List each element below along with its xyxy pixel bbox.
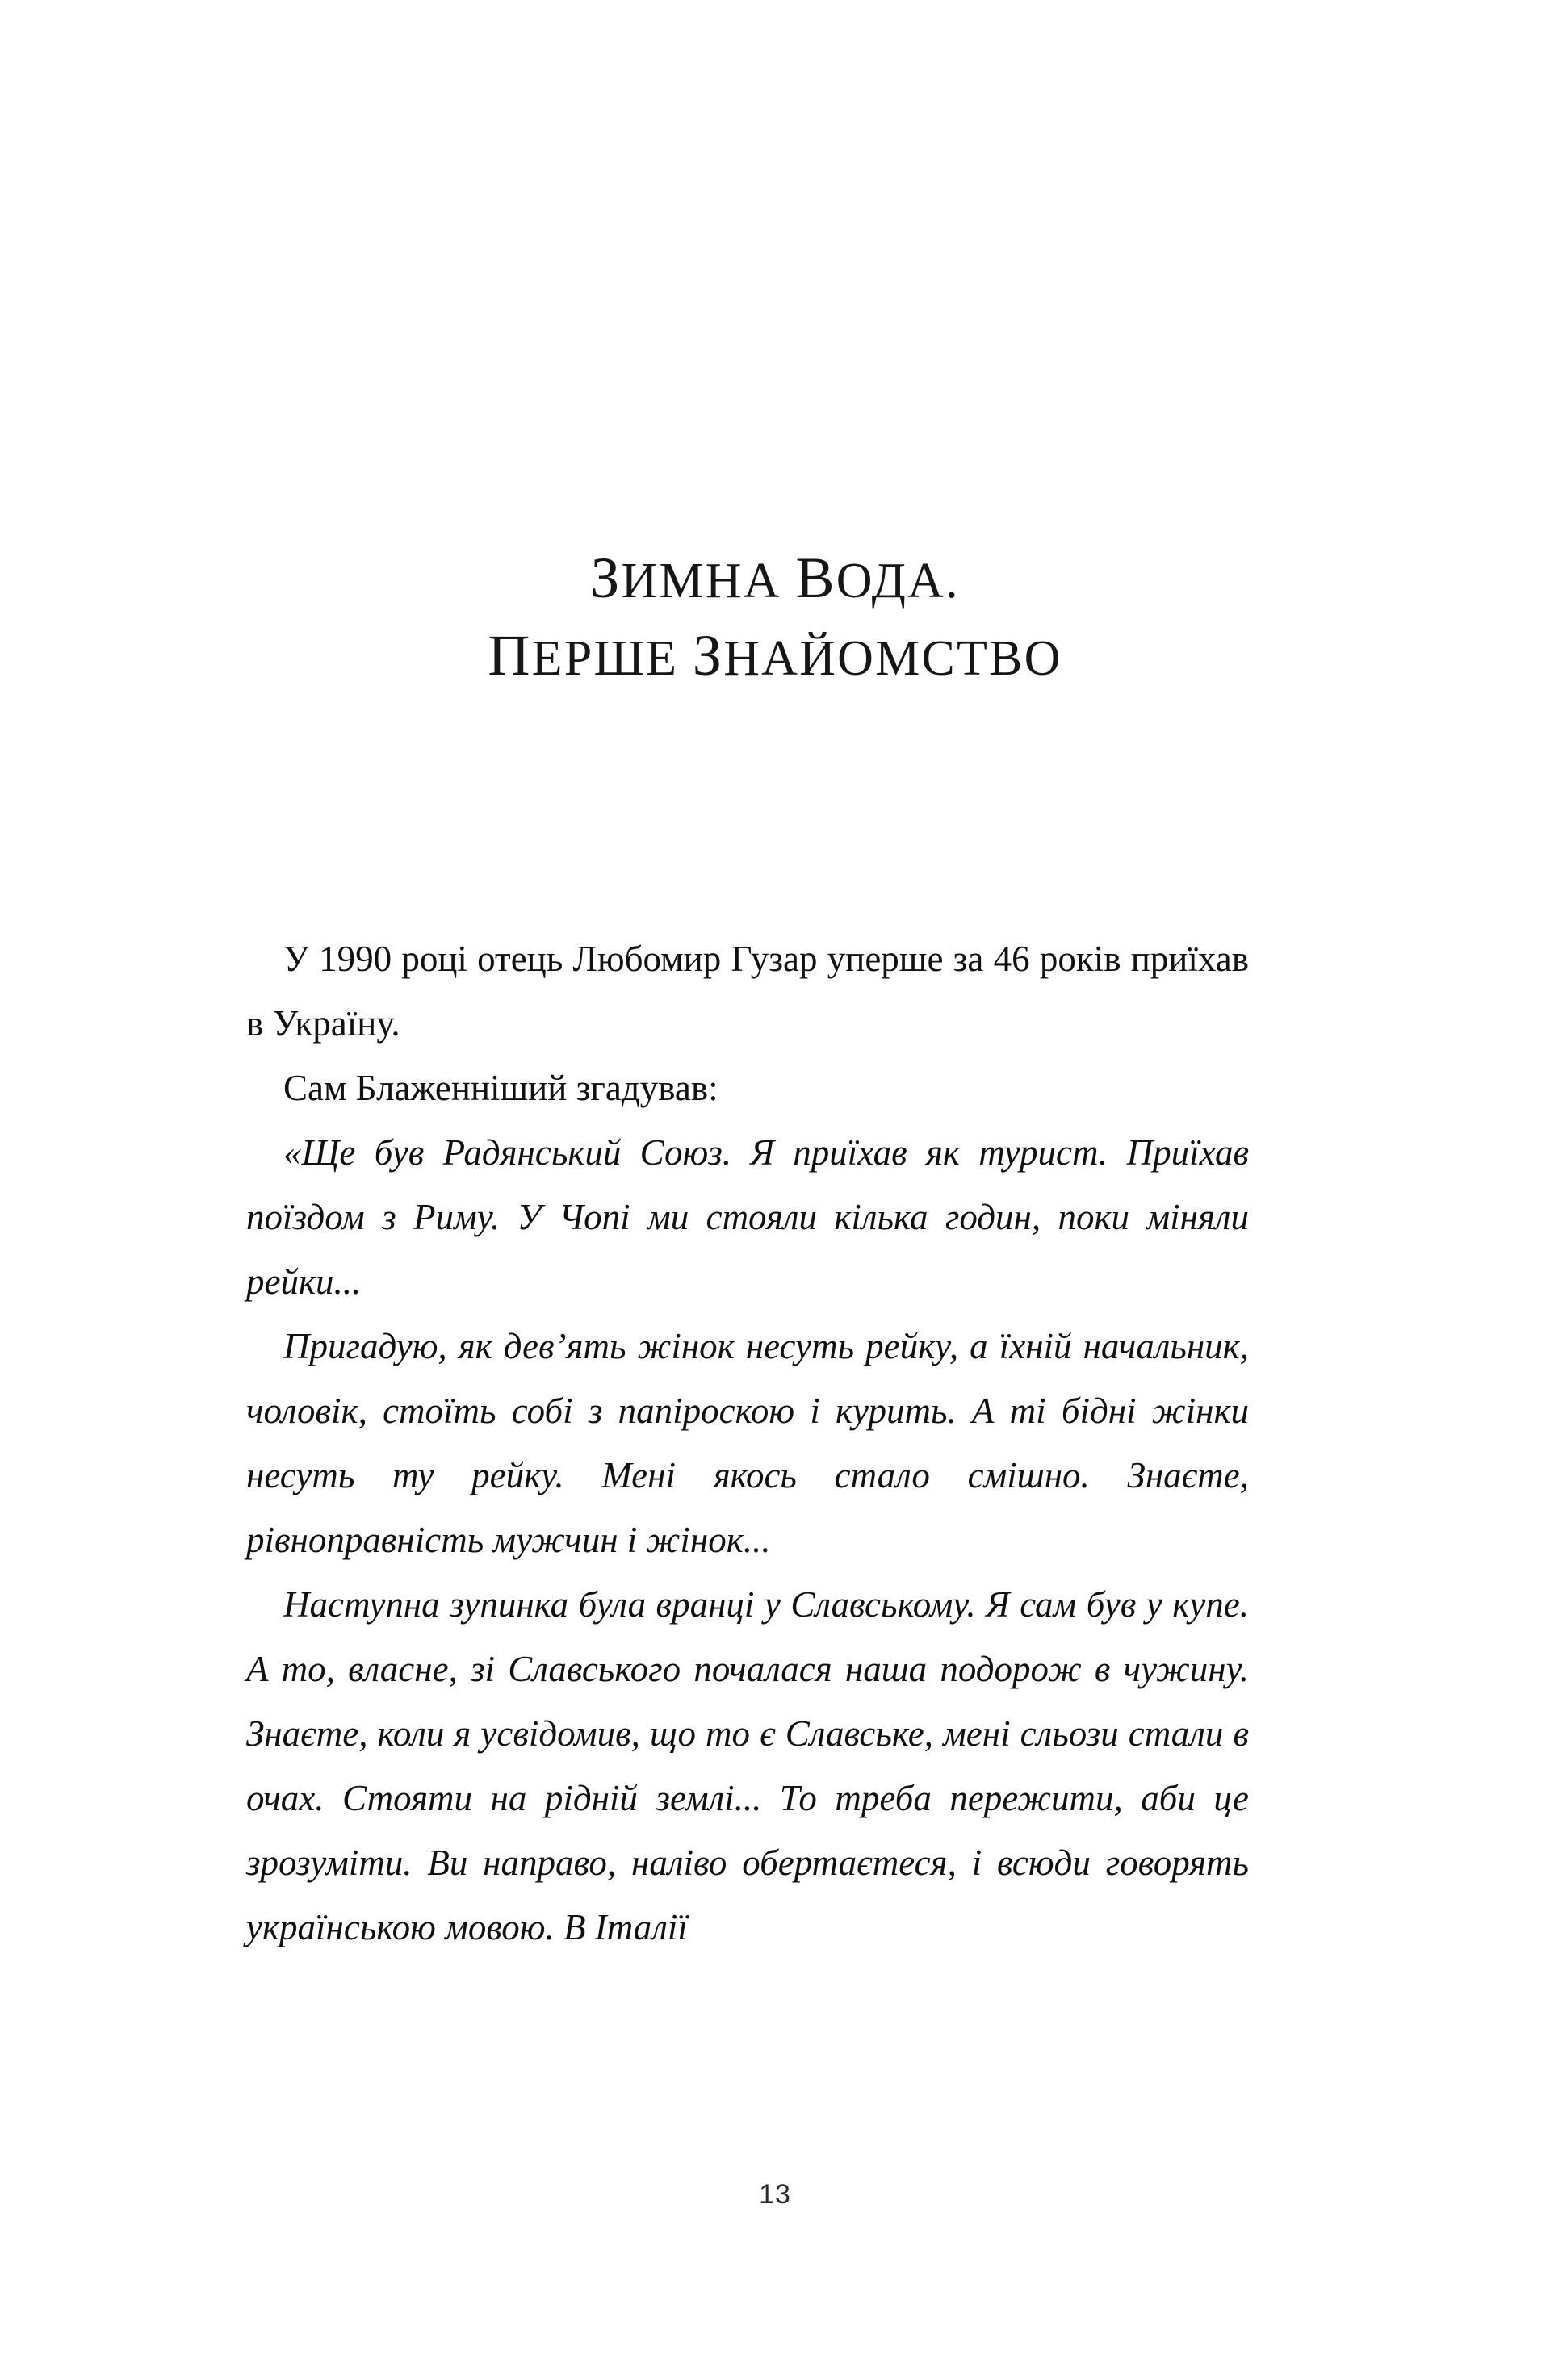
chapter-title-line-2: ПЕРШЕ ЗНАЙОМСТВО [488,622,1062,688]
chapter-title [0,541,1550,696]
paragraph-2: Сам Блаженніший згадував: [283,1068,718,1108]
chapter-title-line-1: ЗИМНА ВОДА. [590,545,960,610]
paragraph-5: Наступна зупинка була вранці у Славському. Я сам був у купе. А то, власне, зі Славського почалася наша подорож в чужину. Знаєте, коли я усвідомив, що то є Славське, мені сльози стали в очах. Стояти на рідній землі... То треба пережити, аби це зрозуміти. Ви направо, наліво обертаєтеся, і всюди говорять українською мовою. В Італії [246,1584,1249,1947]
page-number: 13 [759,2179,791,2210]
paragraph-3: «Ще був Радянський Союз. Я приїхав як турист. Приїхав поїздом з Риму. У Чопі ми стояли кілька годин, поки міняли рейки... [246,1132,1249,1302]
body-text [246,926,1249,1960]
paragraph-1: У 1990 році отець Любомир Гузар уперше за 46 років приїхав в Україну. [246,939,1249,1044]
paragraph-4: Пригадую, як дев’ять жінок несуть рейку, а їхній начальник, чоловік, стоїть собі з папіроскою і курить. А ті бідні жінки несуть ту рейку. Мені якось стало смішно. Знаєте, рівноправність мужчин і жінок... [246,1326,1249,1560]
